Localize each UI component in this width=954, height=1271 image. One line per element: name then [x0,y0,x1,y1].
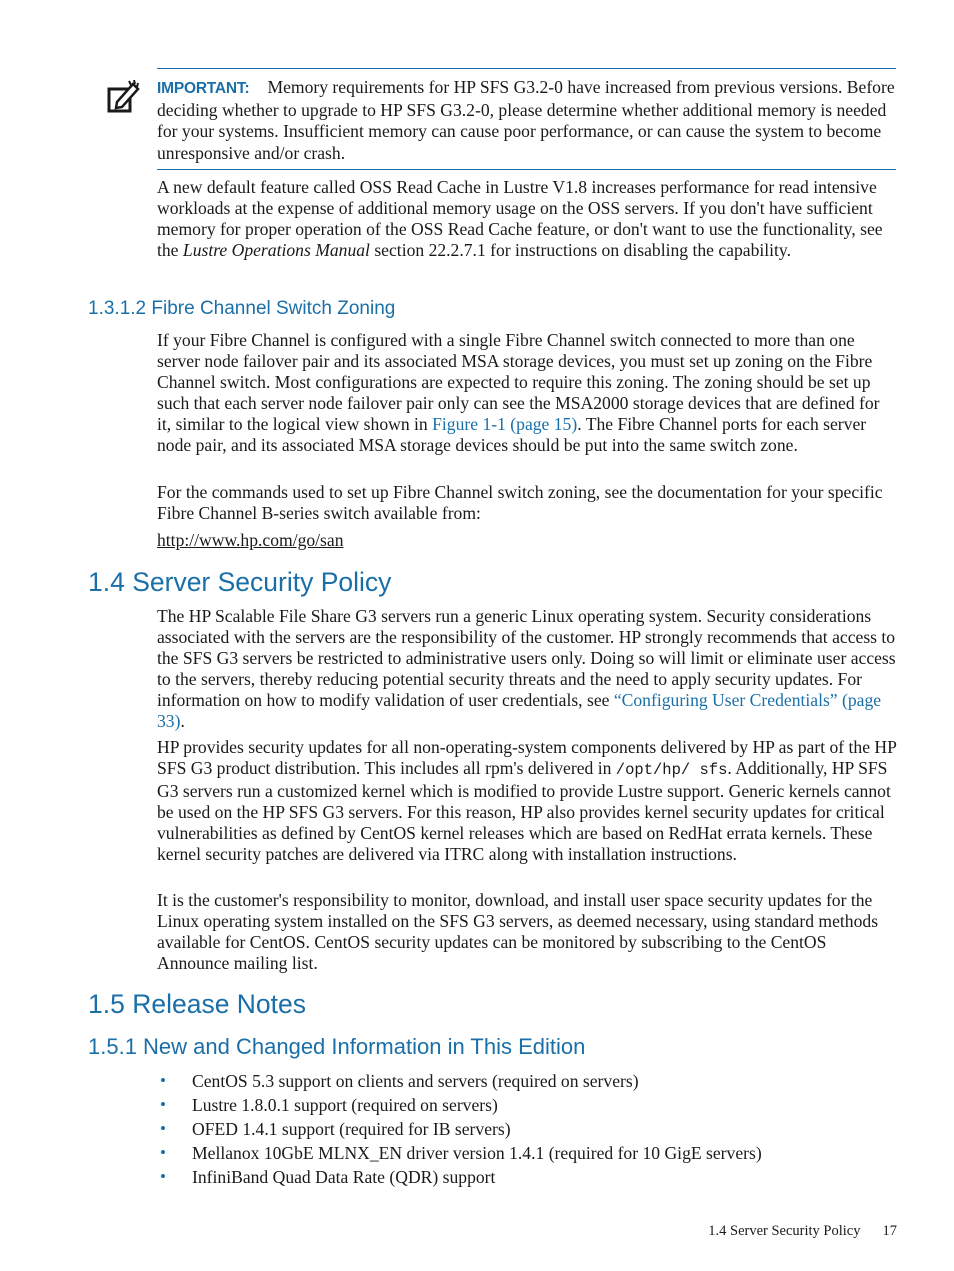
list-item-text: Lustre 1.8.0.1 support (required on servers) [192,1095,498,1115]
page-number: 17 [882,1223,897,1239]
heading-release-notes: 1.5 Release Notes [88,989,307,1019]
security-text-4: . Additionally, HP SFS G3 servers run a customized kernel which is modified to provide Lustre support. Generic kernels cannot be used on the HP SFS G3 servers. For this reason, HP also provides kernel security updates for critical vulnerabilities as defined by CentOS kernel releases which are based on RedHat errata kernels. These kernel security patches are delivered via ITRC along with installation instructions. [157,757,891,864]
list-item-text: InfiniBand Quad Data Rate (QDR) support [192,1167,496,1187]
list-item-text: Mellanox 10GbE MLNX_EN driver version 1.4.1 (required for 10 GigE servers) [192,1143,762,1163]
important-text: Memory requirements for HP SFS G3.2-0 have increased from previous versions. Before deciding whether to upgrade to HP SFS G3.2-0, please determine whether additional memory is needed for your systems. Insufficient memory can cause poor performance, or can cause the system to become unresponsive and/or crash. [157,77,895,163]
zoning-paragraph-2: For the commands used to set up Fibre Channel switch zoning, see the documentation for your specific Fibre Channel B-series switch available from: [157,482,883,523]
page-footer [708,1221,897,1241]
figure-1-1-link[interactable]: Figure 1-1 (page 15) [432,413,578,434]
hp-san-url-link[interactable]: http://www.hp.com/go/san [157,530,344,550]
footer-section-title: 1.4 Server Security Policy [708,1223,861,1239]
oss-text-1: A new default feature called OSS Read Cache in Lustre V1.8 increases performance for read intensive workloads at the expense of additional memory usage on the OSS servers. If you don't have sufficient memory for proper operation of the OSS Read Cache feature, or don't want to use the functionality, see the [157,177,883,260]
security-text-1: The HP Scalable File Share G3 servers run a generic Linux operating system. Security considerations associated with the servers are the responsibility of the customer. HP strongly recommends that access to the SFS G3 servers be restricted to administrative users only. Doing so will limit or eliminate user access to the servers, thereby reducing potential security threats and the need to apply security updates. For information on how to modify validation of user credentials, see [157,606,896,710]
heading-fibre-channel-zoning: 1.3.1.2 Fibre Channel Switch Zoning [88,298,396,319]
list-item [157,1069,897,1093]
bullet-icon: • [160,1095,166,1114]
bullet-icon: • [160,1167,166,1186]
list-item [157,1141,897,1165]
security-paragraph-2 [157,737,897,864]
configuring-user-credentials-link[interactable]: “Configuring User Credentials” (page 33) [157,689,882,731]
list-item [157,1165,897,1189]
note-pencil-icon [107,80,141,114]
zoning-text-1: If your Fibre Channel is configured with a single Fibre Channel switch connected to more than one server node failover pair and its associated MSA storage devices, you must set up zoning on the Fibre Channel switch. Most configurations are expected to require this zoning. The zoning should be set up such that each server node failover pair only can see the MSA2000 storage devices that are defined for it, similar to the logical view shown in [157,330,880,434]
important-note [157,77,897,164]
note-top-rule [157,68,896,69]
security-text-2: . [180,710,185,731]
security-text-3: HP provides security updates for all non-operating-system components delivered by HP as part of the HP SFS G3 product distribution. This includes all rpm's delivered in [157,737,897,778]
zoning-text-2: . The Fibre Channel ports for each server node pair, and its associated MSA storage devices should be put into the same switch zone. [157,413,867,455]
security-paragraph-1 [157,606,897,731]
opt-hp-sfs-path: /opt/hp/ sfs [615,760,728,779]
bullet-icon: • [160,1143,166,1162]
important-label: IMPORTANT: [157,80,250,97]
list-item-text: CentOS 5.3 support on clients and servers (required on servers) [192,1071,639,1091]
san-url-paragraph [157,530,897,551]
release-notes-bullet-list [157,1069,897,1189]
note-bottom-rule [157,169,896,170]
bullet-icon: • [160,1071,166,1090]
bullet-icon: • [160,1119,166,1138]
heading-server-security-policy: 1.4 Server Security Policy [88,567,392,597]
heading-new-changed-info: 1.5.1 New and Changed Information in This Edition [88,1034,586,1059]
security-paragraph-3: It is the customer's responsibility to monitor, download, and install user space security updates for the Linux operating system installed on the SFS G3 servers, as deemed necessary, using standard methods available for CentOS. CentOS security updates can be monitored by subscribing to the CentOS Announce mailing list. [157,890,879,973]
list-item [157,1093,897,1117]
oss-read-cache-paragraph [157,177,897,261]
lustre-manual-title: Lustre Operations Manual [182,239,370,260]
list-item [157,1117,897,1141]
list-item-text: OFED 1.4.1 support (required for IB servers) [192,1119,511,1139]
zoning-paragraph-1 [157,330,897,455]
oss-text-2: section 22.2.7.1 for instructions on disabling the capability. [369,239,791,260]
